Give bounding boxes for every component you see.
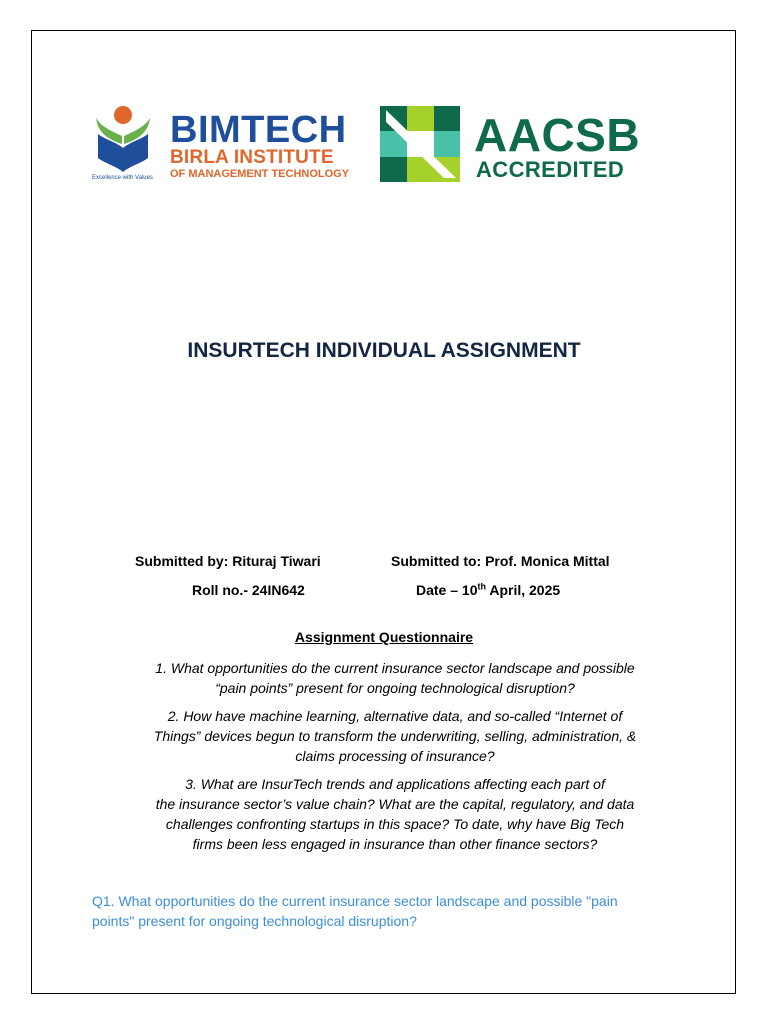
questionnaire-heading: Assignment Questionnaire <box>294 629 474 645</box>
bimtech-emblem <box>94 104 152 174</box>
question-2-line-3: claims processing of insurance? <box>295 748 495 764</box>
bimtech-name: BIMTECH <box>170 109 347 151</box>
date-suffix: April, 2025 <box>485 582 561 598</box>
bimtech-line2: OF MANAGEMENT TECHNOLOGY <box>170 168 350 180</box>
aacsb-block-tr <box>434 106 460 131</box>
answer-q1-line-2: points" present for ongoing technological disruption? <box>92 913 417 929</box>
question-2-line-2: Things” devices begun to transform the underwriting, selling, administration, & <box>153 728 637 744</box>
bimtech-line1: BIRLA INSTITUTE <box>170 147 334 168</box>
question-3-line-3: challenges confronting startups in this space? To date, why have Big Tech <box>165 816 625 832</box>
submission-date <box>416 582 560 598</box>
bimtech-tagline: Excellence with Values <box>92 175 153 181</box>
aacsb-block-tm <box>407 106 434 131</box>
submitted-by: Submitted by: Rituraj Tiwari <box>135 553 321 569</box>
roll-number: Roll no.- 24IN642 <box>192 582 305 598</box>
aacsb-block-bl <box>380 157 407 182</box>
aacsb-block-mr <box>434 131 460 157</box>
aacsb-name: AACSB <box>474 109 641 161</box>
answer-q1-line-1: Q1. What opportunities do the current insurance sector landscape and possible "pain <box>92 893 618 909</box>
aacsb-emblem <box>380 106 460 182</box>
emblem-sun <box>114 106 132 124</box>
document-title: INSURTECH INDIVIDUAL ASSIGNMENT <box>187 339 581 362</box>
answer-q1-heading <box>92 891 692 931</box>
question-1-line-2: “pain points” present for ongoing technological disruption? <box>215 680 575 696</box>
question-2-line-1: 2. How have machine learning, alternative data, and so-called “Internet of <box>167 708 623 724</box>
question-3-line-4: firms been less engaged in insurance than other finance sectors? <box>192 836 598 852</box>
question-2 <box>100 706 690 766</box>
date-prefix: Date – 10 <box>416 582 478 598</box>
question-3-line-1: 3. What are InsurTech trends and applications affecting each part of <box>185 776 605 792</box>
aacsb-accredited: ACCREDITED <box>476 157 625 182</box>
date-superscript: th <box>477 581 486 592</box>
submitted-to: Submitted to: Prof. Monica Mittal <box>391 553 610 569</box>
question-1-line-1: 1. What opportunities do the current insurance sector landscape and possible <box>155 660 635 676</box>
question-1 <box>100 658 690 698</box>
emblem-book <box>98 134 148 172</box>
question-3-line-2: the insurance sector’s value chain? What are the capital, regulatory, and data <box>155 796 635 812</box>
question-3 <box>100 774 690 854</box>
